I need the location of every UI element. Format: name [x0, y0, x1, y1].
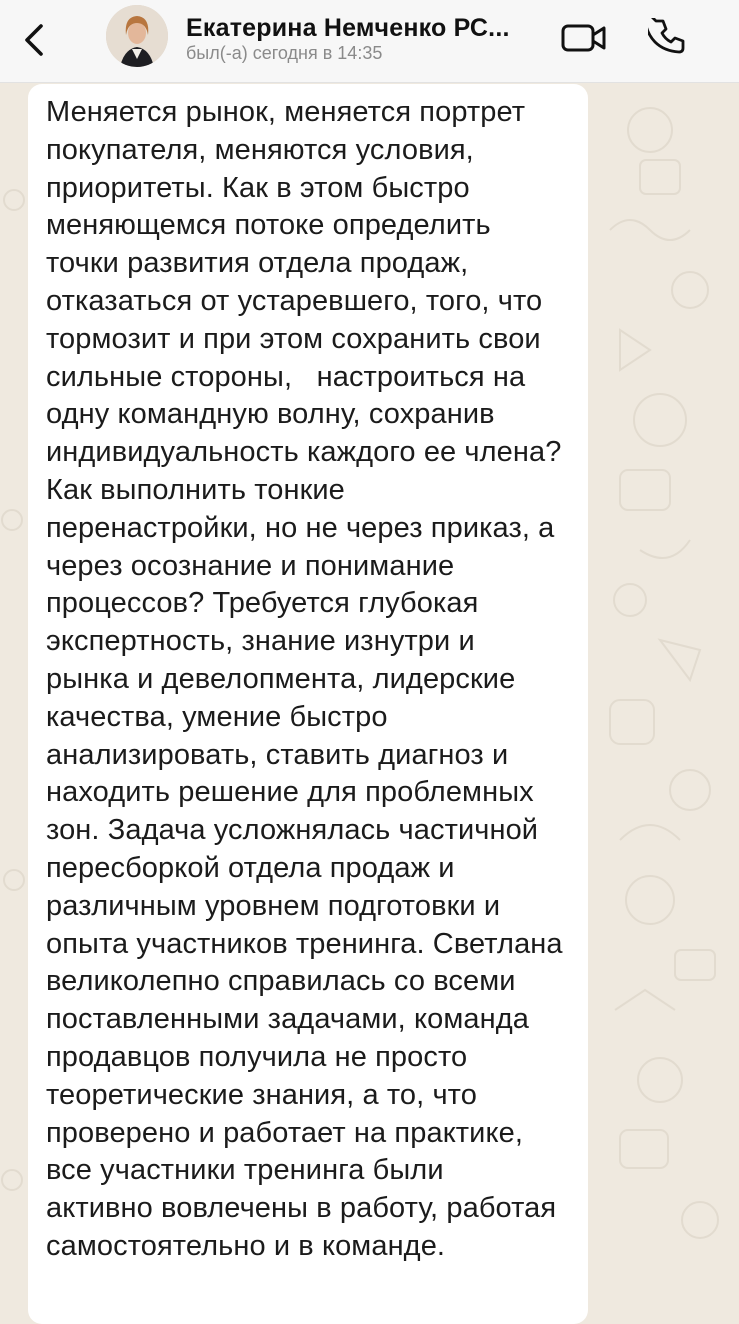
phone-icon: [648, 18, 686, 56]
video-camera-icon: [561, 23, 607, 53]
video-call-button[interactable]: [560, 18, 608, 58]
message-bubble[interactable]: [28, 84, 588, 1324]
message-text: Меняется рынок, меняется портрет покупателя, меняются условия, приоритеты. Как в этом быстро меняющемся потоке определить точки развития отдела продаж, отказаться от устаревшего, того, что тормозит и при этом сохранить свои сильные стороны, настроиться на одну командную волну, сохранив индивидуальность каждого ее члена? Как выполнить тонкие перенастройки, но не через приказ, а через осознание и понимание процессов? Требуется глубокая экспертность, знание изнутри и рынка и девелопмента, лидерские качества, умение быстро анализировать, ставить диагноз и находить решение для проблемных зон. Задача усложнялась частичной пересборкой отдела продаж и различным уровнем подготовки и опыта участников тренинга. Светлана великолепно справилась со всеми поставленными задачами, команда продавцов получила не просто теоретические знания, а то, что проверено и работает на практике, все участники тренинга были активно вовлечены в работу, работая самостоятельно и в команде.: [46, 96, 563, 1262]
voice-call-button[interactable]: [644, 14, 690, 60]
chat-header: [0, 0, 739, 83]
avatar[interactable]: [106, 5, 168, 67]
last-seen-status: был(-а) сегодня в 14:35: [186, 43, 383, 63]
contact-name[interactable]: Екатерина Немченко РС...: [186, 14, 510, 42]
avatar-photo: [106, 5, 168, 67]
chevron-left-icon: [23, 23, 45, 57]
back-button[interactable]: [16, 18, 52, 62]
